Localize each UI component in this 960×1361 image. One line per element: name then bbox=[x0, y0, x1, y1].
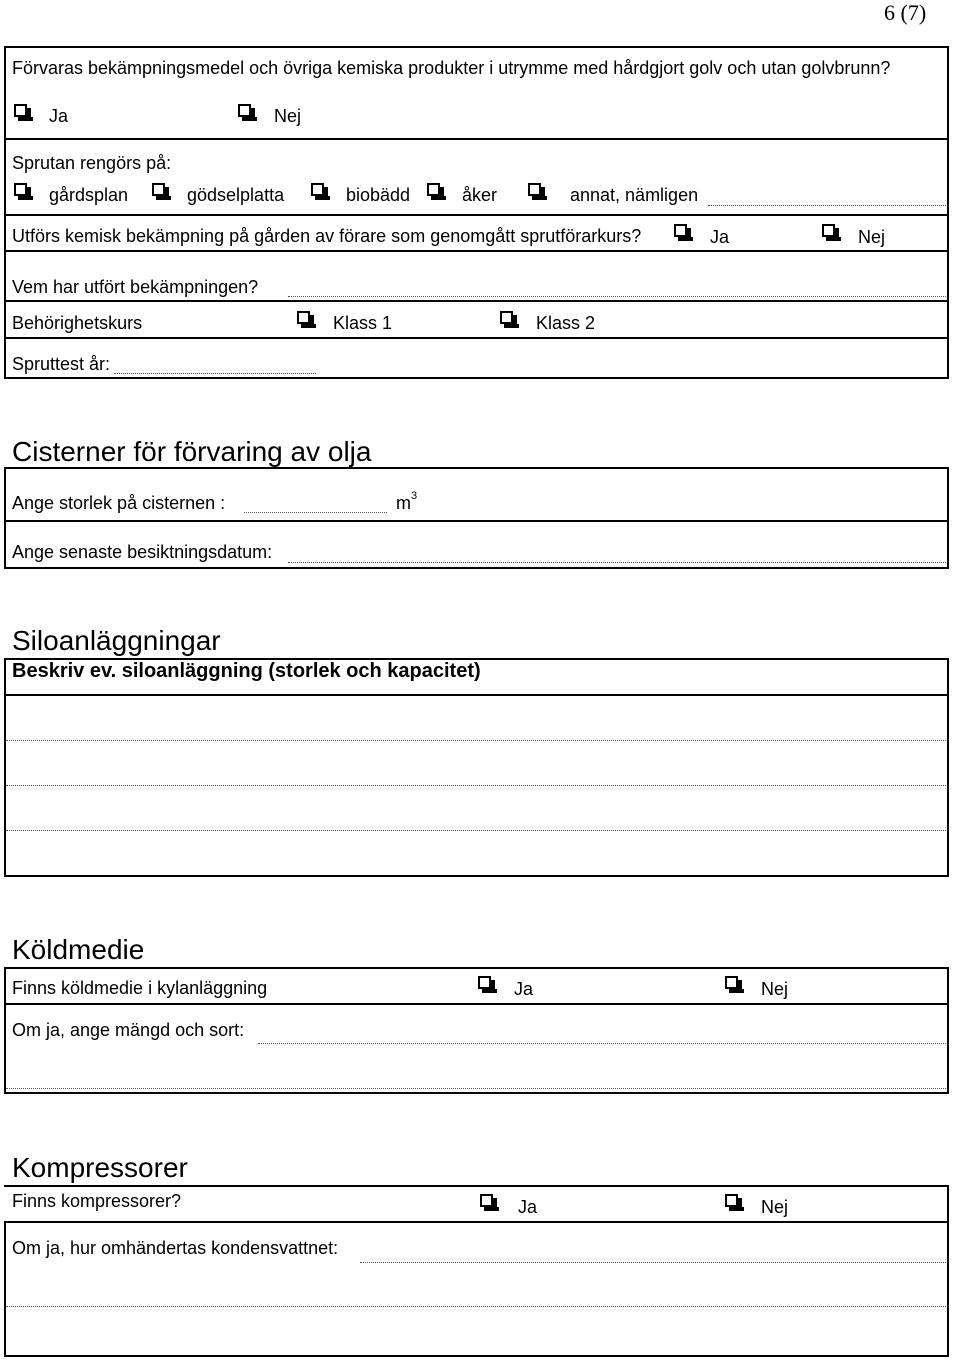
performed-by-label: Vem har utfört bekämpningen? bbox=[12, 277, 259, 297]
refrigerant-amount-label: Om ja, ange mängd och sort: bbox=[12, 1020, 245, 1040]
operator-no-label: Nej bbox=[858, 227, 886, 247]
class1-checkbox[interactable] bbox=[297, 311, 310, 324]
clean-other-checkbox[interactable] bbox=[528, 183, 541, 196]
clean-biobed-checkbox[interactable] bbox=[311, 183, 324, 196]
clean-yard-checkbox[interactable] bbox=[14, 183, 27, 196]
operator-yes-label: Ja bbox=[710, 227, 730, 247]
silo-heading: Siloanläggningar bbox=[12, 625, 221, 656]
condensate-label: Om ja, hur omhändertas kondensvattnet: bbox=[12, 1238, 339, 1258]
storage-question: Förvaras bekämpningsmedel och övriga kemiska produkter i utrymme med hårdgjort golv och utan golvbrunn? bbox=[12, 58, 891, 78]
clean-manure-plate-label: gödselplatta bbox=[187, 185, 285, 205]
operator-no-checkbox[interactable] bbox=[822, 224, 835, 237]
operator-question: Utförs kemisk bekämpning på gården av förare som genomgått sprutförarkurs? bbox=[12, 226, 642, 246]
spray-test-input[interactable] bbox=[114, 373, 316, 374]
refrigerant-no-label: Nej bbox=[761, 979, 789, 999]
inspection-date-label: Ange senaste besiktningsdatum: bbox=[12, 542, 273, 562]
condensate-input[interactable] bbox=[360, 1262, 946, 1263]
storage-yes-label: Ja bbox=[49, 106, 69, 126]
refrigerant-amount-line-2[interactable] bbox=[6, 1088, 946, 1089]
refrigerant-yes-label: Ja bbox=[514, 979, 534, 999]
refrigerant-question: Finns köldmedie i kylanläggning bbox=[12, 978, 268, 998]
qualification-label: Behörighetskurs bbox=[12, 313, 143, 333]
cistern-size-label: Ange storlek på cisternen : bbox=[12, 493, 226, 513]
cistern-size-input[interactable] bbox=[244, 512, 387, 513]
compressors-question: Finns kompressorer? bbox=[12, 1191, 182, 1211]
performed-by-input[interactable] bbox=[288, 296, 946, 297]
compressors-yes-label: Ja bbox=[518, 1197, 538, 1217]
compressors-no-checkbox[interactable] bbox=[725, 1194, 738, 1207]
page-number: 6 (7) bbox=[884, 0, 927, 25]
class2-checkbox[interactable] bbox=[500, 311, 513, 324]
class1-label: Klass 1 bbox=[333, 313, 393, 333]
spray-test-label: Spruttest år: bbox=[12, 354, 111, 374]
clean-field-checkbox[interactable] bbox=[427, 183, 440, 196]
storage-no-label: Nej bbox=[274, 106, 302, 126]
storage-no-checkbox[interactable] bbox=[238, 104, 251, 117]
compressors-heading: Kompressorer bbox=[12, 1152, 188, 1183]
class2-label: Klass 2 bbox=[536, 313, 596, 333]
sprayer-cleaning-label: Sprutan rengörs på: bbox=[12, 153, 172, 173]
compressors-yes-checkbox[interactable] bbox=[480, 1194, 493, 1207]
silo-subheading: Beskriv ev. siloanläggning (storlek och kapacitet) bbox=[12, 660, 481, 682]
clean-biobed-label: biobädd bbox=[346, 185, 411, 205]
operator-yes-checkbox[interactable] bbox=[674, 224, 687, 237]
refrigerant-heading: Köldmedie bbox=[12, 934, 145, 965]
clean-yard-label: gårdsplan bbox=[49, 185, 129, 205]
storage-yes-checkbox[interactable] bbox=[14, 104, 27, 117]
refrigerant-no-checkbox[interactable] bbox=[725, 976, 738, 989]
silo-line-2[interactable] bbox=[6, 785, 946, 786]
inspection-date-input[interactable] bbox=[288, 562, 946, 563]
compressors-no-label: Nej bbox=[761, 1197, 789, 1217]
cisterns-heading: Cisterner för förvaring av olja bbox=[12, 436, 372, 467]
refrigerant-yes-checkbox[interactable] bbox=[478, 976, 491, 989]
silo-line-3[interactable] bbox=[6, 830, 946, 831]
clean-manure-plate-checkbox[interactable] bbox=[152, 183, 165, 196]
condensate-line-2[interactable] bbox=[6, 1306, 946, 1307]
silo-line-1[interactable] bbox=[6, 740, 946, 741]
clean-field-label: åker bbox=[462, 185, 498, 205]
clean-other-label: annat, nämligen bbox=[570, 185, 699, 205]
cistern-size-unit: $m^3$ bbox=[396, 490, 418, 513]
refrigerant-amount-input[interactable] bbox=[258, 1043, 946, 1044]
clean-other-input[interactable] bbox=[708, 205, 946, 206]
